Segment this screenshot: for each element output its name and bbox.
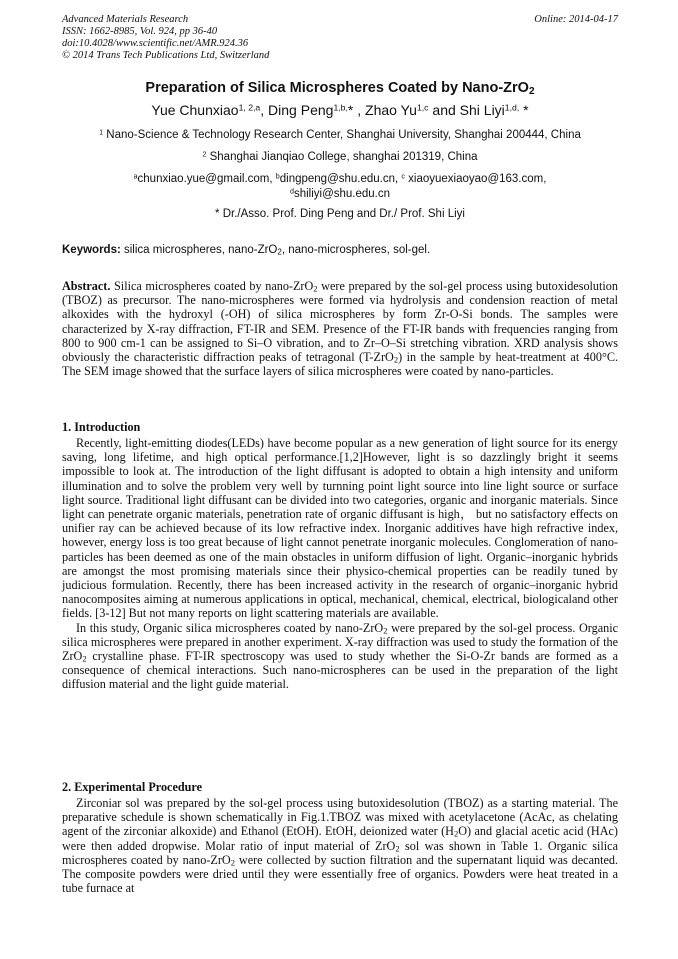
exp-subscript: 2 xyxy=(453,829,459,840)
intro-subscript: 2 xyxy=(82,653,87,664)
aff-text: Nano-Science & Technology Research Center, Shanghai University, Shanghai 200444, China xyxy=(103,129,581,141)
author-sup: 1, 2,a xyxy=(238,102,261,113)
author-sep: and xyxy=(428,102,460,118)
exp-text: O) and glacial acetic acid (HAc) were then added dropwise. Molar ratio of input material of ZrO xyxy=(62,824,618,853)
aff-num: 1 xyxy=(99,128,104,137)
online-date: Online: 2014-04-17 xyxy=(534,14,618,25)
aff-num: 2 xyxy=(202,150,207,159)
author-name: Yue Chunxiao xyxy=(151,102,239,118)
email-sup: a xyxy=(133,172,138,181)
corresponding-author: * Dr./Asso. Prof. Ding Peng and Dr./ Prof. Shi Liyi xyxy=(215,208,465,220)
copyright-line: © 2014 Trans Tech Publications Ltd, Switzerland xyxy=(62,50,270,61)
author-name: Zhao Yu xyxy=(365,102,417,118)
author-line xyxy=(62,102,618,118)
experimental-paragraph xyxy=(62,796,618,895)
author-sup: 1,d, xyxy=(504,102,520,113)
abstract-text: Silica microspheres coated by nano-ZrO xyxy=(110,279,314,293)
email-line xyxy=(40,172,640,202)
exp-text: were collected by suction filtration and the supernatant liquid was decanted. The composite powders were dried until they were essentially free of organics. Powders were heat treated in a tube furnace at xyxy=(62,852,619,896)
section-heading-introduction: 1. Introduction xyxy=(62,420,141,434)
exp-subscript: 2 xyxy=(230,857,235,868)
abstract-subscript: 2 xyxy=(313,283,318,294)
abstract-subscript: 2 xyxy=(393,354,399,365)
keywords-text: silica microspheres, nano-ZrO xyxy=(120,244,278,256)
author-sup: 1,c xyxy=(416,102,429,113)
abstract-paragraph xyxy=(62,279,618,378)
abstract-text: ) in the sample by heat-treatment at 400°C. The SEM image showed that the surface layers of silica microspheres were coated by nano-particles. xyxy=(62,350,619,379)
email-sup: c xyxy=(401,172,405,181)
email-sup: b xyxy=(275,172,280,181)
abstract-text: were prepared by the sol-gel process using butoxidesolution (TBOZ) as precursor. The nano-microspheres were formed via hydrolysis and condension reaction of metal alkoxides with the hydroxyl (-OH) of silica microspheres by form Zr-O-Si bonds. The samples were characterized by X-ray diffraction, FT-IR and SEM. Presence of the FT-IR bands with frequencies ranging from 800 to 900 cm-1 can be assigned to Si–O vibration, and to Zr–O–Si stretching vibration. XRD analysis shows obviously the characteristic diffraction peaks of tetragonal (T-ZrO xyxy=(62,279,618,365)
author-sep: * , xyxy=(347,102,366,118)
exp-text: sol was shown in Table 1. Organic silica microspheres coated by nano-ZrO xyxy=(62,838,618,867)
exp-subscript: 2 xyxy=(395,843,400,854)
abstract xyxy=(62,279,618,378)
intro-paragraph-2 xyxy=(62,621,618,692)
keywords-subscript: 2 xyxy=(277,247,282,257)
intro-text: crystalline phase. FT-IR spectroscopy was used to study whether the Si-O-Zr bands are formed as a consequence of chemical interactions. Such nano-microspheres can be used in the preparation of the light diffusion material and the light guide material. xyxy=(62,649,618,692)
journal-name: Advanced Materials Research xyxy=(62,14,189,25)
keywords-label: Keywords: xyxy=(62,244,121,256)
affiliation-2 xyxy=(40,150,640,165)
aff-text: Shanghai Jianqiao College, shanghai 201319, China xyxy=(206,151,478,163)
introduction-body xyxy=(62,436,618,692)
exp-text: Zirconiar sol was prepared by the sol-gel process using butoxidesolution (TBOZ) as a starting material. The preparative schedule is shown schematically in Fig.1.TBOZ was mixed with acetylacetone (AcAc, as chelating agent of the zirconiar alkoxide) and Ethanol (EtOH). EtOH, deionized water (H xyxy=(62,796,618,839)
email-sup: d xyxy=(289,187,294,196)
issn-line: ISSN: 1662-8985, Vol. 924, pp 36-40 xyxy=(62,26,218,37)
intro-text: In this study, Organic silica microspheres coated by nano-ZrO xyxy=(76,620,384,635)
intro-subscript: 2 xyxy=(383,625,388,636)
email-text: chunxiao.yue@gmail.com, xyxy=(137,173,276,185)
experimental-body xyxy=(62,796,618,895)
email-text: dingpeng@shu.edu.cn, xyxy=(279,173,402,185)
author-sup: 1,b, xyxy=(333,102,348,113)
intro-text: were prepared by the sol-gel process. Organic silica microspheres were prepared in another experiment. X-ray diffraction was used to study the formation of the ZrO xyxy=(62,620,618,664)
keywords xyxy=(62,244,618,256)
email-text: shiliyi@shu.edu.cn xyxy=(293,188,391,200)
affiliation-1 xyxy=(40,128,640,143)
section-heading-experimental: 2. Experimental Procedure xyxy=(62,780,203,794)
keywords-text: , nano-microspheres, sol-gel. xyxy=(281,244,431,256)
paper-title xyxy=(62,80,618,96)
email-text: xiaoyuexiaoyao@163.com, xyxy=(404,173,547,185)
doi-line: doi:10.4028/www.scientific.net/AMR.924.36 xyxy=(62,38,249,49)
author-sep: * xyxy=(519,102,529,118)
author-sep: , xyxy=(260,102,269,118)
author-name: Shi Liyi xyxy=(459,102,505,118)
abstract-label: Abstract. xyxy=(62,279,111,293)
title-text: Preparation of Silica Microspheres Coated by Nano-ZrO xyxy=(145,80,529,96)
journal-header xyxy=(62,14,618,62)
title-subscript: 2 xyxy=(528,86,535,98)
intro-paragraph-1: Recently, light-emitting diodes(LEDs) have become popular as a new generation of light source for its energy saving, long lifetime, and high optical performance.[1,2]However, light is so dazzlingly bright it seems impossible to look at. The introduction of the light diffusant is adopted to obtain a high intensity and uniform illumination and to solve the problem very well by turnning point light source into line light source or surface light source. Traditional light diffusant can be divided into two categories, organic and inorganic materials. Since light can penetrate organic materials, penetration rate of organic diffusant is high， but no satisfactory effects on unifier ray can be achieved because of its low refractive index. Inorganic additives have high refractive index, however, energy loss is too great because of light cannot penetrate inorganic molecules. Conglomeration of nano-particles has been deemed as one of the main obstacles in uniform diffusion of light. Organic–inorganic hybrids are amongst the most promising materials since their physico-chemical properties can be readily tuned by judicious formulation. Recently, there has been increased activity in the research of organic–inorganic hybrid nanocomposites aiming at numerous applications in optical, mechanical, chemical, electrical, biologicaland other fields. [3-12] But not many reports on light scattering materials are available. xyxy=(62,436,618,621)
author-name: Ding Peng xyxy=(268,102,334,118)
